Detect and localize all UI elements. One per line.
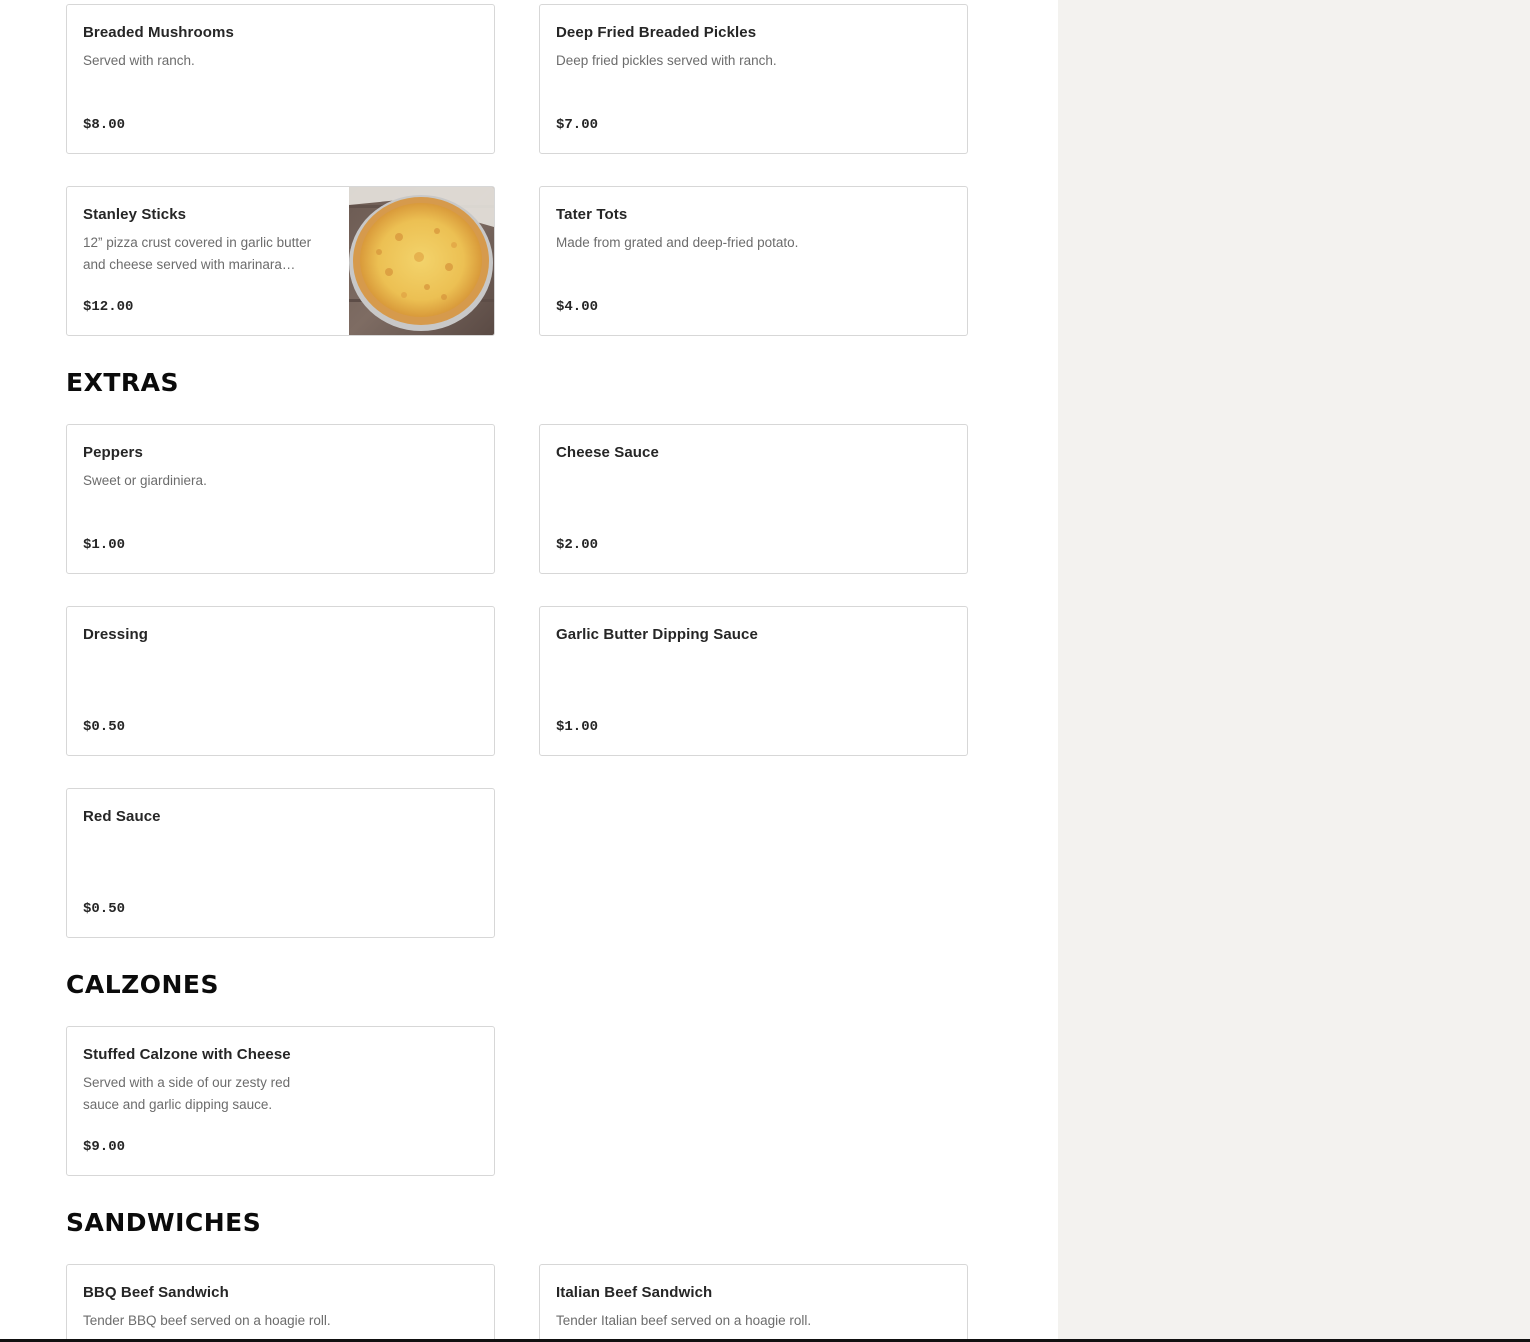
item-description: Made from grated and deep-fried potato. (556, 235, 799, 250)
item-name: Italian Beef Sandwich (556, 1284, 713, 1301)
menu-item-deep-fried-pickles[interactable] (539, 4, 968, 154)
item-price: $9.00 (83, 1139, 126, 1155)
item-name: Cheese Sauce (556, 444, 659, 461)
item-price: $8.00 (83, 117, 126, 133)
item-name: Breaded Mushrooms (83, 24, 234, 41)
item-price: $1.00 (83, 537, 126, 553)
item-price: $2.00 (556, 537, 599, 553)
menu-item-breaded-mushrooms[interactable] (66, 4, 495, 154)
item-description: Served with a side of our zesty red sauce and garlic dipping sauce. (83, 1075, 291, 1112)
menu-item-peppers[interactable] (66, 424, 495, 574)
item-price: $0.50 (83, 719, 126, 735)
item-price: $12.00 (83, 299, 134, 315)
menu-item-red-sauce[interactable] (66, 788, 495, 938)
item-name: BBQ Beef Sandwich (83, 1284, 229, 1301)
section-heading-calzones: CALZONES (66, 970, 220, 999)
section-heading-extras: EXTRAS (66, 368, 180, 397)
section-heading-sandwiches: SANDWICHES (66, 1208, 262, 1237)
item-price: $7.00 (556, 117, 599, 133)
item-price: $1.00 (556, 719, 599, 735)
item-name: Deep Fried Breaded Pickles (556, 24, 757, 41)
item-name: Dressing (83, 626, 148, 643)
menu-item-stanley-sticks[interactable] (66, 186, 495, 336)
item-price: $0.50 (83, 901, 126, 917)
menu-item-cheese-sauce[interactable] (539, 424, 968, 574)
cart-sidebar-panel (1058, 0, 1530, 1342)
item-name: Stanley Sticks (83, 206, 187, 223)
item-description: Tender Italian beef served on a hoagie roll. (556, 1313, 812, 1328)
menu-item-bbq-beef-sandwich[interactable] (66, 1264, 495, 1342)
item-name: Red Sauce (83, 808, 161, 825)
menu-item-italian-beef-sandwich[interactable] (539, 1264, 968, 1342)
menu-item-garlic-butter-dipping-sauce[interactable] (539, 606, 968, 756)
item-description: Served with ranch. (83, 53, 195, 68)
item-description: Sweet or giardiniera. (83, 473, 207, 488)
item-name: Tater Tots (556, 206, 628, 223)
item-description: Deep fried pickles served with ranch. (556, 53, 777, 68)
item-name: Stuffed Calzone with Cheese (83, 1046, 291, 1063)
menu-item-dressing[interactable] (66, 606, 495, 756)
cheese-pizza-photo (349, 187, 494, 335)
menu-item-stuffed-calzone[interactable] (66, 1026, 495, 1176)
item-price: $4.00 (556, 299, 599, 315)
item-name: Peppers (83, 444, 143, 461)
menu-item-tater-tots[interactable] (539, 186, 968, 336)
item-name: Garlic Butter Dipping Sauce (556, 626, 758, 643)
item-description: Tender BBQ beef served on a hoagie roll. (83, 1313, 331, 1328)
item-description: 12” pizza crust covered in garlic butter and cheese served with marinara… (83, 235, 312, 272)
